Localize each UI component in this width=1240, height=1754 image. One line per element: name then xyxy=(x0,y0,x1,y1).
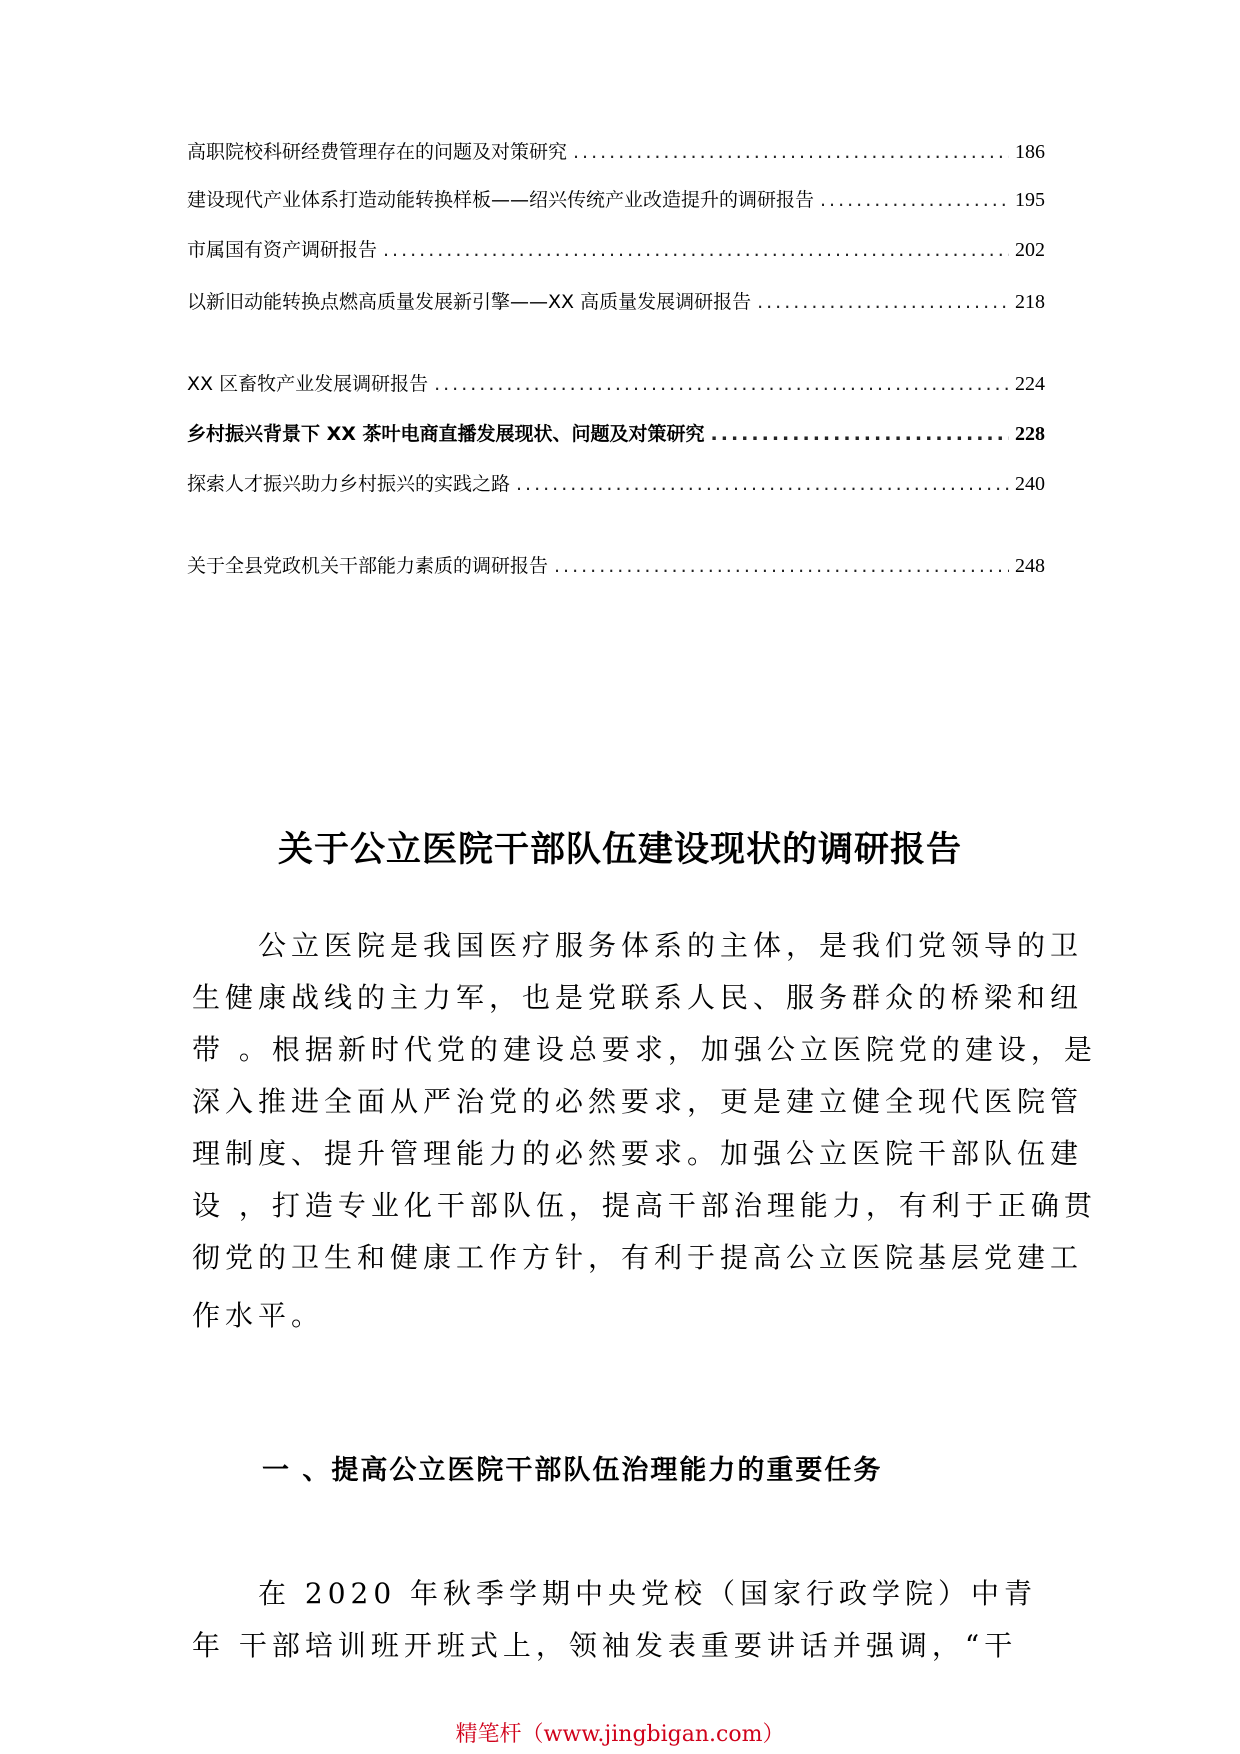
toc-entry-title: 建设现代产业体系打造动能转换样板——绍兴传统产业改造提升的调研报告 xyxy=(187,189,815,211)
toc-entry-title: 乡村振兴背景下 XX 茶叶电商直播发展现状、问题及对策研究 xyxy=(187,423,705,445)
paragraph-line: 生健康战线的主力军，也是党联系人民、服务群众的桥梁和纽 xyxy=(192,981,1084,1014)
paragraph-line: 在 2020 年秋季学期中央党校（国家行政学院）中青 xyxy=(192,1577,1038,1610)
paragraph-line: 深入推进全面从严治党的必然要求，更是建立健全现代医院管 xyxy=(192,1085,1084,1118)
toc-leader-dots xyxy=(820,188,1009,212)
paragraph-line: 带 。根据新时代党的建设总要求，加强公立医院党的建设，是 xyxy=(192,1033,1097,1066)
toc-entry[interactable] xyxy=(187,422,1045,446)
toc-entry-title: 探索人才振兴助力乡村振兴的实践之路 xyxy=(187,473,511,495)
toc-entry[interactable] xyxy=(187,372,1045,396)
toc-leader-dots xyxy=(434,372,1009,396)
toc-entry-page: 228 xyxy=(1015,423,1045,445)
footer-watermark: 精笔杆（www.jingbigan.com） xyxy=(455,1722,785,1747)
toc-leader-dots xyxy=(573,140,1009,164)
toc-leader-dots xyxy=(711,422,1009,446)
toc-entry[interactable] xyxy=(187,140,1045,164)
paragraph-line: 设 ，打造专业化干部队伍，提高干部治理能力，有利于正确贯 xyxy=(192,1189,1097,1222)
toc-entry[interactable] xyxy=(187,188,1045,212)
toc-leader-dots xyxy=(516,472,1009,496)
toc-entry[interactable] xyxy=(187,554,1045,578)
toc-leader-dots xyxy=(383,238,1009,262)
toc-entry-page: 218 xyxy=(1015,291,1045,313)
toc-leader-dots xyxy=(757,290,1009,314)
toc-entry-page: 248 xyxy=(1015,555,1045,577)
section-heading: 一 、提高公立医院干部队伍治理能力的重要任务 xyxy=(262,1455,883,1486)
paragraph-line: 彻党的卫生和健康工作方针，有利于提高公立医院基层党建工 xyxy=(192,1241,1084,1274)
toc-entry-title: XX 区畜牧产业发展调研报告 xyxy=(187,373,429,395)
intro-paragraph xyxy=(192,920,1097,1342)
section-paragraph xyxy=(192,1568,1044,1672)
toc-entry-title: 市属国有资产调研报告 xyxy=(187,239,378,261)
toc-entry[interactable] xyxy=(187,238,1045,262)
toc-entry-page: 202 xyxy=(1015,239,1045,261)
toc-entry-title: 关于全县党政机关干部能力素质的调研报告 xyxy=(187,555,549,577)
paragraph-line: 年 干部培训班开班式上，领袖发表重要讲话并强调，“干 xyxy=(192,1629,1018,1662)
toc-entry-page: 186 xyxy=(1015,141,1045,163)
toc-entry-page: 240 xyxy=(1015,473,1045,495)
toc-entry-title: 高职院校科研经费管理存在的问题及对策研究 xyxy=(187,141,568,163)
toc-entry-page: 224 xyxy=(1015,373,1045,395)
paragraph-line: 理制度、提升管理能力的必然要求。加强公立医院干部队伍建 xyxy=(192,1137,1084,1170)
toc-entry[interactable] xyxy=(187,472,1045,496)
paragraph-line: 公立医院是我国医疗服务体系的主体，是我们党领导的卫 xyxy=(192,929,1084,962)
toc-entry-title: 以新旧动能转换点燃高质量发展新引擎——XX 高质量发展调研报告 xyxy=(187,291,752,313)
toc-entry[interactable] xyxy=(187,290,1045,314)
document-title: 关于公立医院干部队伍建设现状的调研报告 xyxy=(277,830,962,870)
paragraph-line: 作水平。 xyxy=(192,1299,325,1332)
toc-leader-dots xyxy=(554,554,1009,578)
toc-entry-page: 195 xyxy=(1015,189,1045,211)
